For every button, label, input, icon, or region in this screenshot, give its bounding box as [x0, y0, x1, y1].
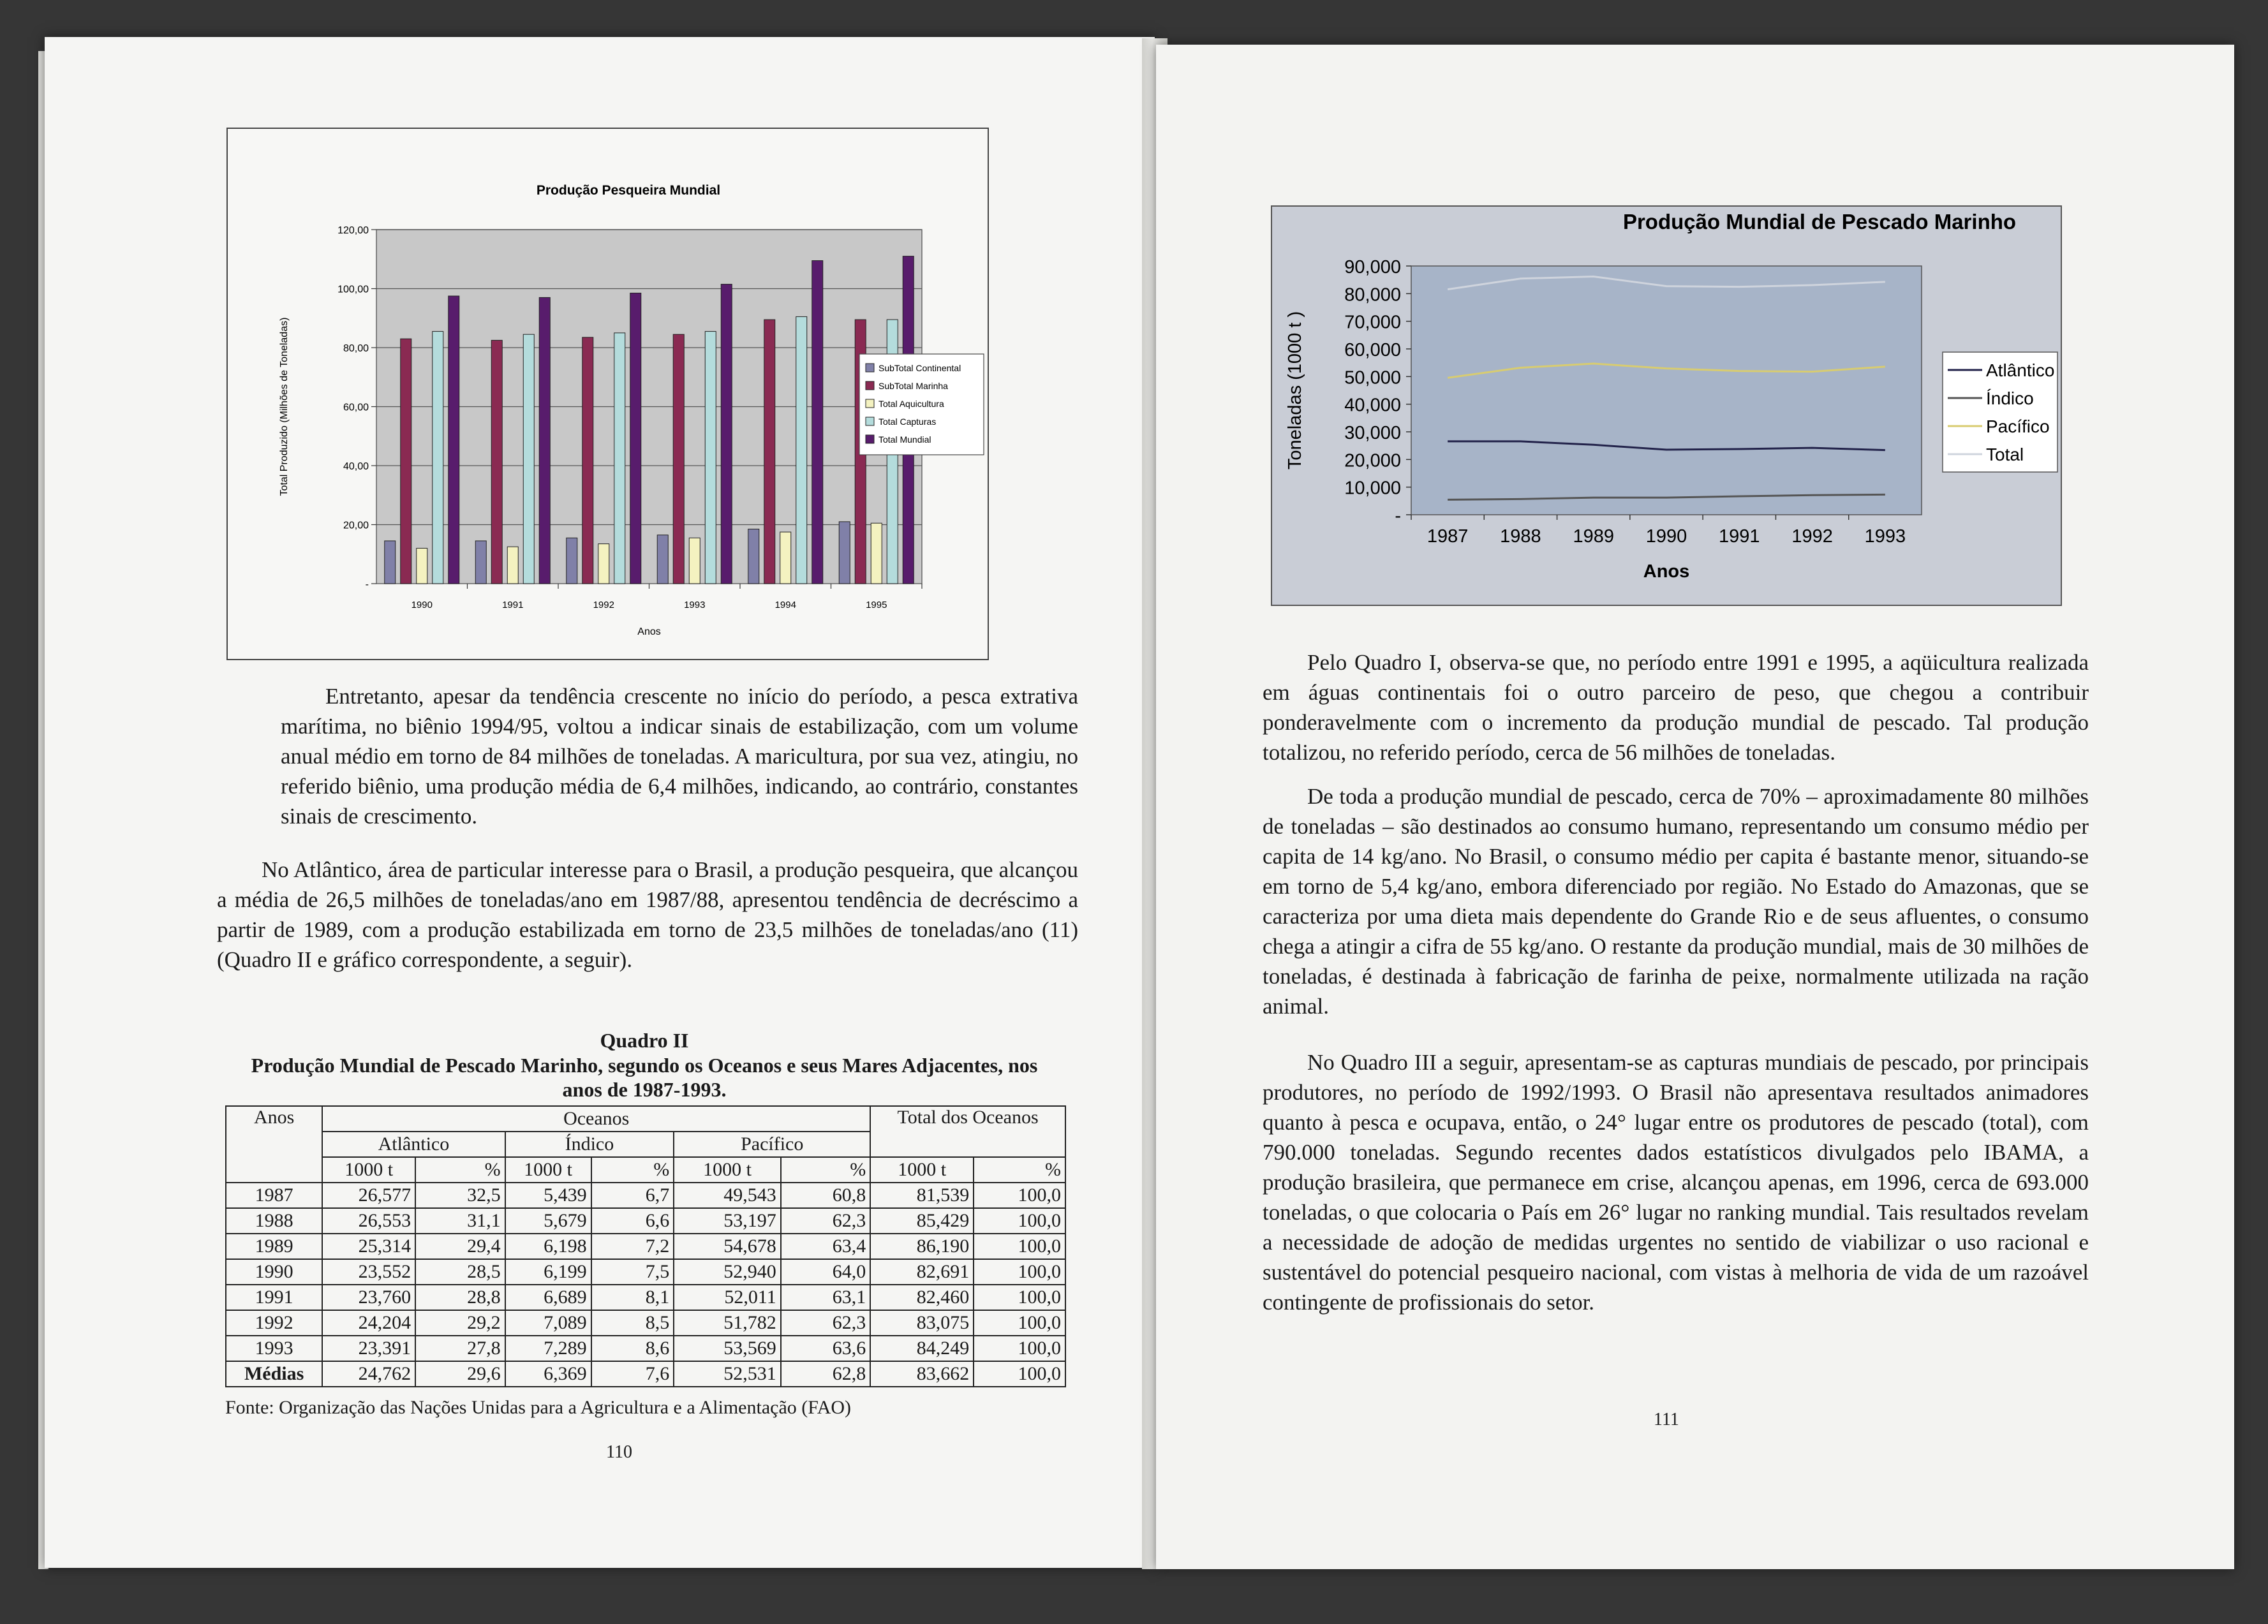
table-cell: 63,4 [781, 1234, 870, 1259]
bar [598, 544, 609, 584]
header-anos: Anos [226, 1106, 322, 1183]
bar [871, 523, 882, 584]
table-row-year: 1993 [226, 1336, 322, 1361]
bar [448, 296, 459, 584]
bar [780, 532, 791, 584]
table-row-year: 1988 [226, 1208, 322, 1234]
bar [657, 535, 668, 584]
table-cell: 7,6 [591, 1361, 674, 1387]
bar [764, 320, 775, 584]
table-cell: 82,691 [870, 1259, 974, 1285]
x-tick-label: 1990 [1645, 526, 1687, 547]
y-tick-label: 90,000 [1344, 257, 1401, 277]
table-cell: 62,3 [781, 1208, 870, 1234]
table-cell: 82,460 [870, 1285, 974, 1310]
chart-title: Produção Pesqueira Mundial [536, 183, 721, 198]
table-cell: 7,089 [505, 1310, 591, 1336]
table-row [226, 1310, 1065, 1336]
legend-entry: Atlântico [1986, 360, 2055, 380]
legend-entry: Total [1986, 445, 2024, 464]
bar [689, 538, 700, 584]
x-tick-label: 1991 [502, 600, 524, 610]
y-tick-label: 10,000 [1344, 478, 1401, 499]
table-cell: 23,760 [322, 1285, 415, 1310]
quadro-title: Produção Mundial de Pescado Marinho, segundo os Oceanos e seus Mares Adjacentes, nos anos de 1987-1993. [251, 1054, 1038, 1101]
table-cell: 8,1 [591, 1285, 674, 1310]
table-cell: 100,0 [974, 1234, 1065, 1259]
legend-swatch [866, 381, 874, 390]
pescado-marinho-chart [1271, 205, 2062, 606]
table-cell: 7,5 [591, 1259, 674, 1285]
bar [673, 334, 684, 584]
x-tick-label: 1988 [1500, 526, 1541, 547]
y-tick-label: 60,000 [1344, 340, 1401, 360]
legend-entry: SubTotal Marinha [878, 381, 948, 391]
table-cell: 52,011 [674, 1285, 780, 1310]
x-tick-label: 1993 [1864, 526, 1906, 547]
table-cell: 5,679 [505, 1208, 591, 1234]
table-row [226, 1183, 1065, 1208]
table-row-year: 1989 [226, 1234, 322, 1259]
table-cell: 8,6 [591, 1336, 674, 1361]
table-cell: 26,553 [322, 1208, 415, 1234]
x-axis-label: Anos [637, 626, 661, 637]
table-cell: 5,439 [505, 1183, 591, 1208]
legend-swatch [866, 364, 874, 372]
table-cell: 7,2 [591, 1234, 674, 1259]
table-cell: 52,940 [674, 1259, 780, 1285]
table-cell: 83,075 [870, 1310, 974, 1336]
legend-entry: Total Aquicultura [878, 399, 944, 409]
y-tick-label: 40,000 [1344, 395, 1401, 416]
table-cell: 100,0 [974, 1285, 1065, 1310]
page-number: 110 [606, 1442, 632, 1462]
table-row-year: Médias [226, 1361, 322, 1387]
left-paragraph-2: No Atlântico, área de particular interesse para o Brasil, a produção pesqueira, que alcançou a média de 26,5 milhões de toneladas/ano em 1987/88, apresentou tendência de decréscimo a partir de 1989, com a produção estabilizada em torno de 23,5 milhões de toneladas/ano (11) (Quadro II e gráfico correspondente, a seguir). [217, 857, 1078, 972]
x-tick-label: 1995 [866, 600, 887, 610]
y-tick-label: 70,000 [1344, 312, 1401, 333]
y-tick-label: 40,00 [343, 461, 369, 472]
table-cell: 26,577 [322, 1183, 415, 1208]
header-unit: 1000 t [505, 1157, 591, 1183]
table-row [226, 1285, 1065, 1310]
bar [582, 337, 593, 584]
table-cell: 52,531 [674, 1361, 780, 1387]
table-cell: 6,6 [591, 1208, 674, 1234]
quadro-label: Quadro II [600, 1029, 689, 1052]
legend-entry: Índico [1986, 388, 2034, 408]
table-row [226, 1208, 1065, 1234]
y-tick-label: 120,00 [337, 225, 369, 236]
table-cell: 53,197 [674, 1208, 780, 1234]
x-tick-label: 1992 [1791, 526, 1833, 547]
bar [433, 332, 443, 584]
table-cell: 63,6 [781, 1336, 870, 1361]
bar [812, 261, 823, 584]
y-tick-label: 60,00 [343, 402, 369, 413]
bar [567, 538, 577, 584]
bar [385, 541, 396, 584]
bar [721, 284, 732, 584]
x-tick-label: 1989 [1573, 526, 1614, 547]
table-row-year: 1987 [226, 1183, 322, 1208]
table-cell: 81,539 [870, 1183, 974, 1208]
legend-swatch [866, 399, 874, 408]
y-tick-label: 20,00 [343, 520, 369, 531]
table-cell: 85,429 [870, 1208, 974, 1234]
bar [614, 333, 625, 584]
bar [705, 332, 716, 584]
table-row-year: 1990 [226, 1259, 322, 1285]
legend-entry: Pacífico [1986, 417, 2050, 436]
x-tick-label: 1991 [1719, 526, 1760, 547]
header-unit: 1000 t [870, 1157, 974, 1183]
table-cell: 84,249 [870, 1336, 974, 1361]
y-axis-label: Toneladas (1000 t ) [1285, 311, 1305, 470]
header-pacifico: Pacífico [674, 1132, 870, 1157]
table-cell: 100,0 [974, 1259, 1065, 1285]
table-cell: 24,762 [322, 1361, 415, 1387]
table-cell: 6,7 [591, 1183, 674, 1208]
y-tick-label: 30,000 [1344, 423, 1401, 443]
header-total-oceanos: Total dos Oceanos [870, 1106, 1065, 1157]
x-tick-label: 1987 [1427, 526, 1469, 547]
table-cell: 6,199 [505, 1259, 591, 1285]
table-source: Fonte: Organização das Nações Unidas para a Agricultura e a Alimentação (FAO) [225, 1397, 852, 1418]
table-cell: 31,1 [415, 1208, 505, 1234]
header-unit: 1000 t [674, 1157, 780, 1183]
table-cell: 51,782 [674, 1310, 780, 1336]
quadro-body [226, 1183, 1065, 1387]
table-cell: 32,5 [415, 1183, 505, 1208]
table-cell: 8,5 [591, 1310, 674, 1336]
table-row [226, 1259, 1065, 1285]
table-cell: 100,0 [974, 1310, 1065, 1336]
table-row [226, 1234, 1065, 1259]
table-cell: 63,1 [781, 1285, 870, 1310]
bar [539, 297, 550, 584]
bar [796, 316, 807, 584]
y-tick-label: 100,00 [337, 284, 369, 295]
y-tick-label: 80,00 [343, 343, 369, 354]
header-oceanos: Oceanos [322, 1106, 870, 1132]
x-tick-label: 1990 [411, 600, 433, 610]
chart-title: Produção Mundial de Pescado Marinho [1622, 210, 2017, 233]
y-tick-label: - [365, 579, 369, 590]
header-unit: % [781, 1157, 870, 1183]
x-tick-label: 1994 [775, 600, 796, 610]
legend-entry: Total Mundial [878, 434, 931, 445]
table-cell: 6,198 [505, 1234, 591, 1259]
right-paragraph-2: De toda a produção mundial de pescado, cerca de 70% – aproximadamente 80 milhões de toneladas – são destinados ao consumo humano, representando um consumo médio per capita de 14 kg/ano. No Brasil, o consumo médio per capita é bastante menor, situando-se em torno de 5,4 kg/ano, embora diferenciado por região. No Estado do Amazonas, que se caracteriza por uma dieta mais dependente do Grande Rio e de seus afluentes, o consumo chega a atingir a cifra de 55 kg/ano. O restante da produção mundial, mais de 30 milhões de toneladas, é destinada à fabricação de farinha de peixe, normalmente utilizada na ração animal. [1263, 784, 2089, 1019]
y-tick-label: 80,000 [1344, 284, 1401, 306]
table-cell: 28,5 [415, 1259, 505, 1285]
table-cell: 25,314 [322, 1234, 415, 1259]
legend-swatch [866, 417, 874, 425]
table-row-year: 1991 [226, 1285, 322, 1310]
table-cell: 27,8 [415, 1336, 505, 1361]
table-cell: 60,8 [781, 1183, 870, 1208]
table-cell: 7,289 [505, 1336, 591, 1361]
table-cell: 23,552 [322, 1259, 415, 1285]
table-cell: 62,8 [781, 1361, 870, 1387]
table-cell: 6,369 [505, 1361, 591, 1387]
x-tick-label: 1993 [684, 600, 706, 610]
table-cell: 29,4 [415, 1234, 505, 1259]
legend-entry: Total Capturas [878, 417, 937, 427]
legend-swatch [866, 435, 874, 443]
y-tick-label: - [1395, 506, 1401, 526]
y-axis-label: Total Produzido (Milhões de Toneladas) [279, 317, 290, 496]
table-row [226, 1361, 1065, 1387]
table-cell: 6,689 [505, 1285, 591, 1310]
table-cell: 100,0 [974, 1183, 1065, 1208]
table-cell: 100,0 [974, 1336, 1065, 1361]
bar [748, 529, 759, 584]
legend-entry: SubTotal Continental [878, 363, 961, 373]
table-cell: 49,543 [674, 1183, 780, 1208]
table-cell: 29,2 [415, 1310, 505, 1336]
table-cell: 24,204 [322, 1310, 415, 1336]
y-tick-label: 50,000 [1344, 367, 1401, 388]
table-cell: 53,569 [674, 1336, 780, 1361]
right-paragraph-1: Pelo Quadro I, observa-se que, no período entre 1991 e 1995, a aqüicultura realizada em águas continentais foi o outro parceiro de peso, que chegou a contribuir ponderavelmente com o incremento da produção mundial de pescado. Tal produção totalizou, no referido período, cerca de 56 milhões de toneladas. [1263, 650, 2089, 765]
x-tick-label: 1992 [593, 600, 614, 610]
table-row [226, 1336, 1065, 1361]
x-axis-label: Anos [1643, 561, 1690, 582]
table-cell: 62,3 [781, 1310, 870, 1336]
table-cell: 64,0 [781, 1259, 870, 1285]
header-atlantico: Atlântico [322, 1132, 505, 1157]
header-unit: 1000 t [322, 1157, 415, 1183]
table-cell: 28,8 [415, 1285, 505, 1310]
bar [475, 541, 486, 584]
left-paragraph-1: Entretanto, apesar da tendência crescente no início do período, a pesca extrativa marítima, no biênio 1994/95, voltou a indicar sinais de estabilização, com um volume anual médio em torno de 84 milhões de toneladas. A maricultura, por sua vez, atingiu, no referido biênio, uma produção média de 6,4 milhões, indicando, ao contrário, constantes sinais de crescimento. [281, 684, 1078, 829]
header-unit: % [591, 1157, 674, 1183]
y-tick-label: 20,000 [1344, 450, 1401, 471]
bar [417, 549, 427, 584]
header-indico: Índico [505, 1132, 674, 1157]
table-cell: 100,0 [974, 1208, 1065, 1234]
bar [507, 547, 518, 584]
table-cell: 83,662 [870, 1361, 974, 1387]
header-unit: % [974, 1157, 1065, 1183]
bar [839, 522, 850, 584]
page-number: 111 [1654, 1410, 1679, 1429]
bar [630, 293, 641, 584]
bar [491, 340, 502, 584]
plot-area [1411, 266, 1922, 515]
table-cell: 29,6 [415, 1361, 505, 1387]
quadro-table [225, 1105, 1066, 1387]
bar [401, 339, 411, 584]
table-cell: 54,678 [674, 1234, 780, 1259]
table-row-year: 1992 [226, 1310, 322, 1336]
bar [523, 334, 534, 584]
table-cell: 86,190 [870, 1234, 974, 1259]
producao-pesqueira-chart [226, 128, 989, 660]
table-cell: 23,391 [322, 1336, 415, 1361]
right-paragraph-3: No Quadro III a seguir, apresentam-se as capturas mundiais de pescado, por principais produtores, no período de 1992/1993. O Brasil não apresentava resultados animadores quanto à pesca e ocupava, então, o 24° lugar entre os produtores de pescado (total), com 790.000 toneladas. Segundo recentes dados estatísticos divulgados pelo IBAMA, a produção brasileira, que permanece em crise, alcançou apenas, em 1996, cerca de 693.000 toneladas, o que colocaria o País em 26° lugar no ranking mundial. Tais resultados revelam a necessidade de adoção de medidas urgentes no sentido de viabilizar o uso racional e sustentável do potencial pesqueiro nacional, com vistas à melhoria de vida de um razoável contingente de profissionais do setor. [1263, 1050, 2089, 1315]
header-unit: % [415, 1157, 505, 1183]
table-cell: 100,0 [974, 1361, 1065, 1387]
